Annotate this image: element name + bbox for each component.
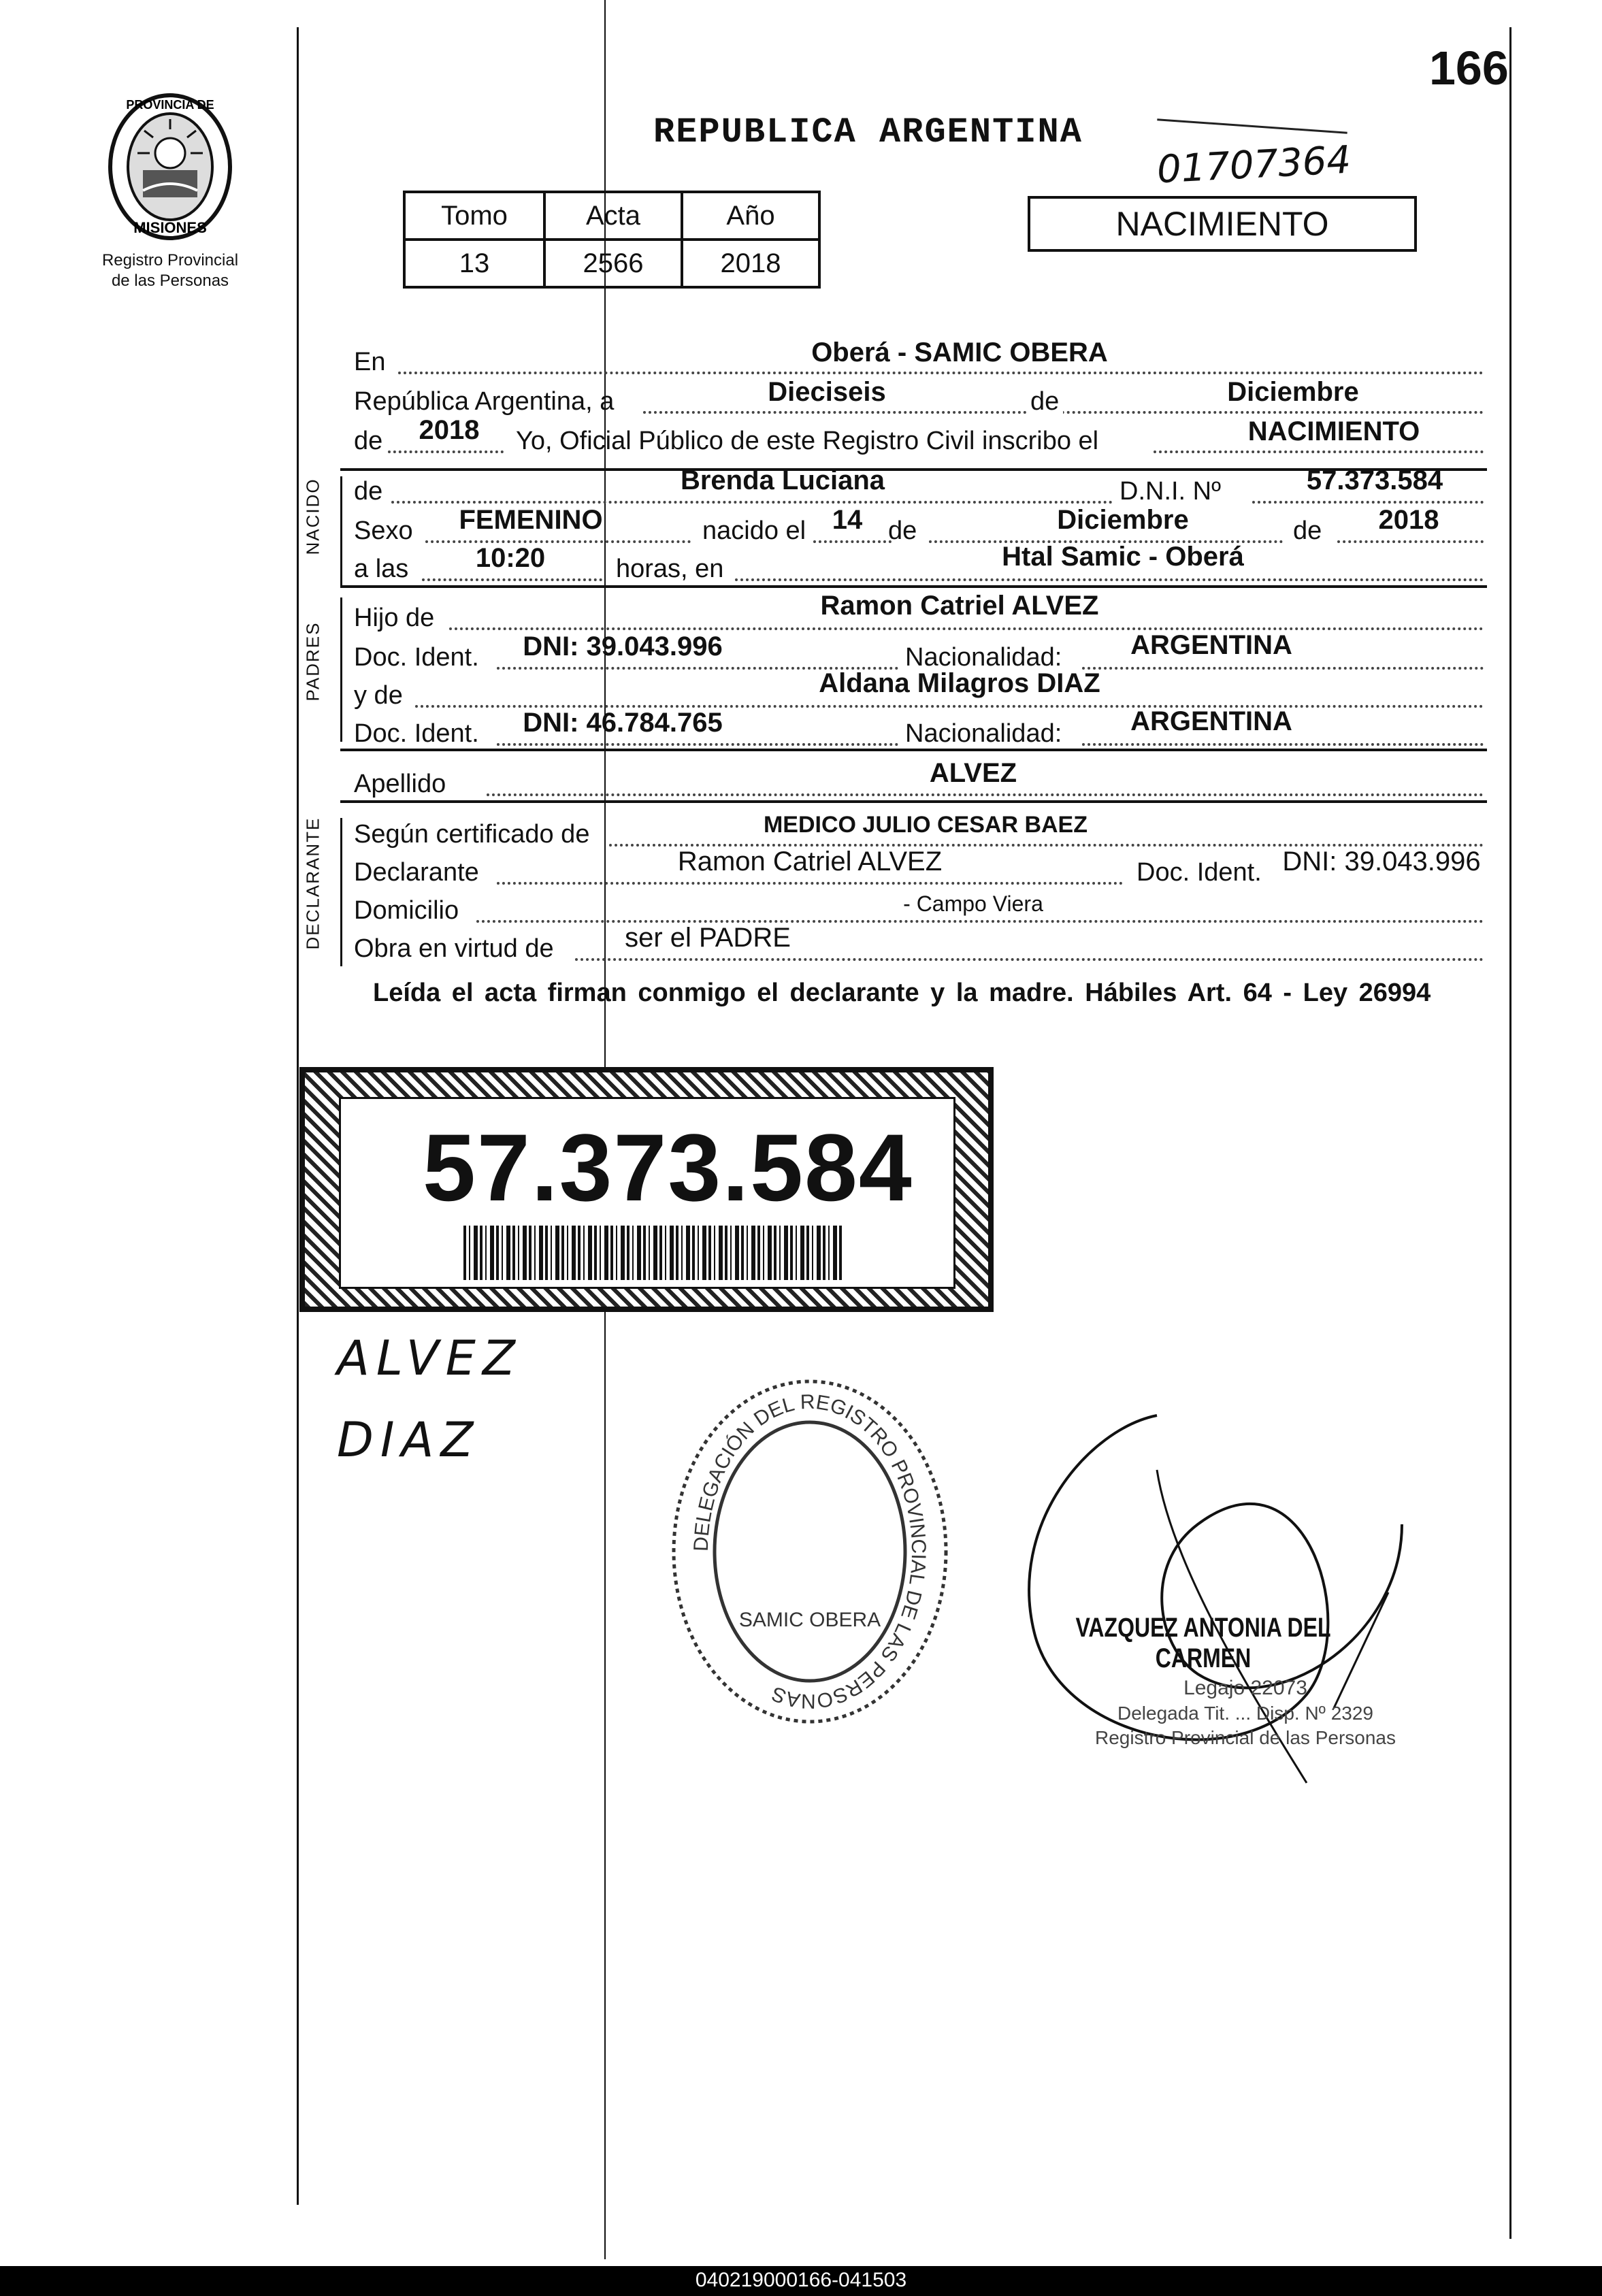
closing-text: Leída el acta firman conmigo el declarante y la madre. Hábiles Art. 64 - Ley 26994	[373, 979, 1431, 1007]
logo-caption	[75, 250, 265, 291]
nacido-day-value: 14	[832, 505, 863, 535]
nacido-bracket	[340, 476, 342, 585]
dni-value: 57.373.584	[1306, 465, 1443, 495]
nac2-value: ARGENTINA	[1130, 706, 1292, 736]
nacido-de-label: de	[354, 477, 383, 506]
official-stamp	[667, 1375, 953, 1728]
stamp-number: 01707364	[1156, 137, 1352, 193]
alas-label: a las	[354, 555, 409, 583]
signature-block	[1034, 1613, 1456, 1749]
nacido-day-dots	[813, 540, 892, 543]
doc1-value: DNI: 39.043.996	[523, 632, 723, 661]
nacido-de-label2: de	[888, 516, 917, 545]
acta-value-tomo: 13	[404, 240, 544, 287]
horas-label: horas, en	[616, 555, 724, 583]
seal-icon	[102, 88, 238, 245]
svg-text:SAMIC OBERA: SAMIC OBERA	[738, 1609, 881, 1631]
en-dots	[398, 372, 1484, 374]
doc2-value: DNI: 46.784.765	[523, 708, 723, 738]
en-label: En	[354, 348, 386, 376]
nacimiento-box	[1028, 196, 1417, 252]
handwritten-line1: ALVEZ	[337, 1330, 522, 1386]
padres-divider	[340, 749, 1487, 751]
page-number: 166	[1429, 42, 1509, 95]
de-label: de	[1026, 387, 1063, 416]
nac2-label: Nacionalidad:	[905, 719, 1062, 748]
month-value: Diciembre	[1227, 377, 1359, 407]
obra-value: ser el PADRE	[625, 923, 791, 953]
signer-registro: Registro Provincial de las Personas	[1095, 1727, 1396, 1748]
acta-value-ano: 2018	[682, 240, 819, 287]
nacido-name-dots	[391, 501, 1113, 504]
declarante-bracket	[340, 818, 342, 966]
obra-label: Obra en virtud de	[354, 934, 554, 963]
nacido-de-label3: de	[1293, 516, 1322, 545]
dni-box-inner	[339, 1097, 955, 1289]
yde-label: y de	[354, 681, 403, 710]
place-value: Htal Samic - Oberá	[1002, 542, 1244, 572]
footer-code: 040219000166-041503	[695, 2269, 907, 2291]
acta-value-acta: 2566	[544, 240, 682, 287]
dom-label: Domicilio	[354, 896, 459, 925]
stamp-seal-icon	[667, 1375, 953, 1728]
dni-label: D.N.I. Nº	[1119, 477, 1221, 506]
handwritten-line2: DIAZ	[337, 1412, 480, 1468]
logo-caption-line2: de las Personas	[111, 272, 229, 290]
nacimiento-label: NACIMIENTO	[1115, 205, 1329, 243]
doc1-label: Doc. Ident.	[354, 643, 479, 672]
republica-label: República Argentina, a	[354, 387, 615, 416]
nac2-dots	[1082, 743, 1484, 746]
svg-text:MISIONES: MISIONES	[133, 219, 207, 236]
acta-header-ano: Año	[682, 192, 819, 240]
stamp-number-line	[1157, 118, 1347, 134]
time-value: 10:20	[475, 543, 546, 573]
sexo-label: Sexo	[354, 516, 413, 545]
barcode	[463, 1226, 845, 1280]
decl-doc-value: DNI: 39.043.996	[1282, 847, 1481, 876]
en-value: Oberá - SAMIC OBERA	[811, 338, 1108, 367]
decl-label: Declarante	[354, 858, 479, 887]
decl-value: Ramon Catriel ALVEZ	[677, 847, 943, 876]
event-value: NACIMIENTO	[1247, 416, 1420, 446]
nacido-year-dots	[1337, 540, 1484, 543]
signer-delegada: Delegada Tit. ... Disp. Nº 2329	[1117, 1703, 1373, 1724]
father-dots	[449, 627, 1484, 630]
sexo-value: FEMENINO	[459, 505, 603, 535]
nacido-month-value: Diciembre	[1057, 505, 1189, 535]
nacido-section-label: NACIDO	[302, 478, 323, 555]
year-value: 2018	[419, 415, 480, 445]
nacido-el-label: nacido el	[702, 516, 806, 545]
padres-section-label: PADRES	[302, 621, 323, 702]
republica-dots	[643, 411, 1484, 414]
decl-doc-label: Doc. Ident.	[1137, 858, 1262, 887]
cert-value: MEDICO JULIO CESAR BAEZ	[763, 812, 1088, 838]
signer-name: VAZQUEZ ANTONIA DEL CARMEN	[1075, 1613, 1331, 1673]
apellido-value: ALVEZ	[929, 758, 1017, 788]
dni-dots	[1252, 501, 1484, 504]
nac1-label: Nacionalidad:	[905, 643, 1062, 672]
yo-text: Yo, Oficial Público de este Registro Civil inscribo el	[516, 427, 1099, 455]
cert-label: Según certificado de	[354, 820, 590, 849]
acta-header-tomo: Tomo	[404, 192, 544, 240]
signer-legajo: Legajo 22073	[1183, 1677, 1307, 1699]
dni-box-number: 57.373.584	[423, 1114, 913, 1221]
nacido-name-value: Brenda Luciana	[680, 465, 885, 495]
day-value: Dieciseis	[768, 377, 886, 407]
dom-value: - Campo Viera	[903, 891, 1043, 916]
nacido-year-value: 2018	[1378, 505, 1439, 535]
logo-caption-line1: Registro Provincial	[101, 251, 239, 269]
left-margin-line	[297, 27, 299, 2205]
province-logo	[102, 88, 238, 245]
acta-table	[403, 191, 821, 289]
svg-text:PROVINCIA DE: PROVINCIA DE	[126, 98, 214, 112]
dni-box	[299, 1067, 994, 1312]
time-dots	[422, 578, 602, 581]
padres-bracket	[340, 597, 342, 742]
hijo-label: Hijo de	[354, 604, 435, 632]
nac1-value: ARGENTINA	[1130, 630, 1292, 660]
obra-dots	[575, 958, 1484, 961]
acta-header-acta: Acta	[544, 192, 682, 240]
header-title: REPUBLICA ARGENTINA	[653, 112, 1083, 152]
apellido-label: Apellido	[354, 770, 446, 798]
de2-label: de	[354, 427, 383, 455]
nacido-divider	[340, 585, 1487, 588]
mother-value: Aldana Milagros DIAZ	[819, 668, 1100, 698]
apellido-dots	[487, 793, 1484, 796]
place-dots	[735, 578, 1484, 581]
decl-dots	[497, 882, 1123, 885]
right-border	[1509, 27, 1511, 2239]
doc2-dots	[497, 743, 898, 746]
apellido-divider	[340, 800, 1487, 803]
doc2-label: Doc. Ident.	[354, 719, 479, 748]
declarante-section-label: DECLARANTE	[302, 817, 323, 950]
father-value: Ramon Catriel ALVEZ	[820, 591, 1099, 621]
event-dots	[1154, 450, 1484, 453]
svg-text:DELEGACIÓN DEL REGISTRO PROVIN: DELEGACIÓN DEL REGISTRO PROVINCIAL DE LAS PERSONAS	[689, 1390, 930, 1713]
year-dots	[388, 450, 504, 453]
